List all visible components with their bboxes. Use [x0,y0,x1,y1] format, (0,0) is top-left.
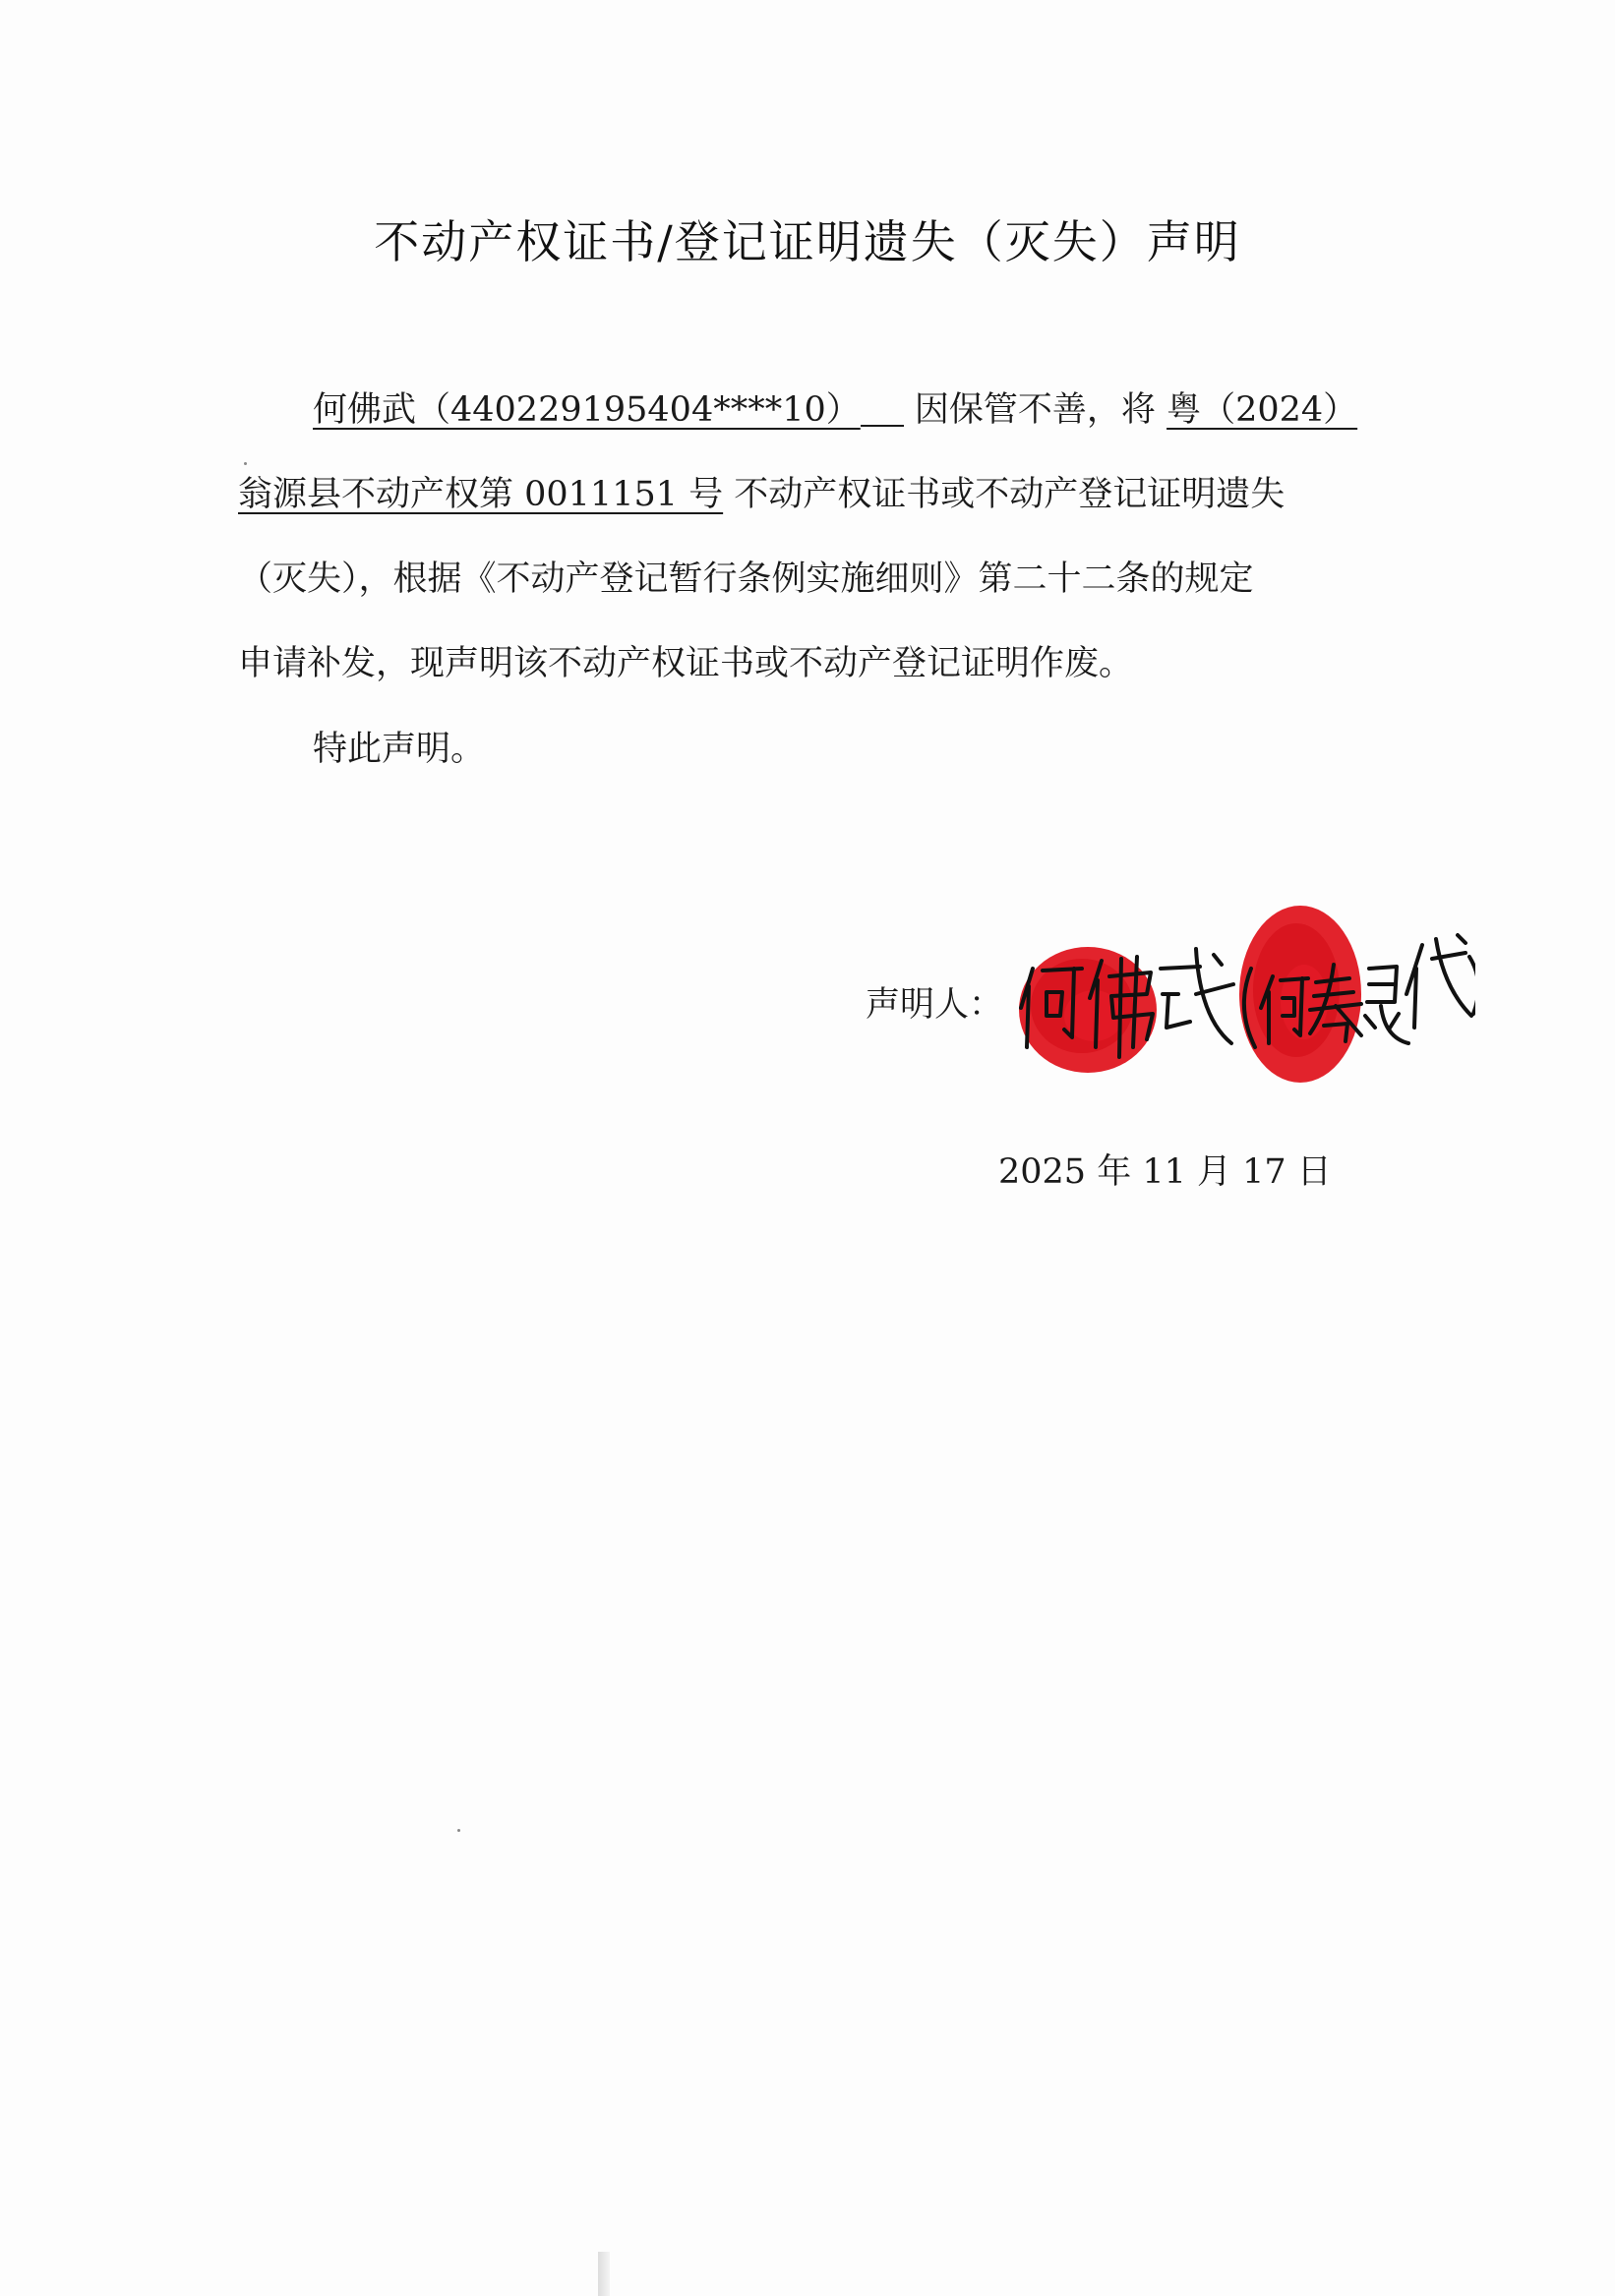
scan-speck [457,1829,460,1832]
declarant-name-id: 何佛武（440229195404****10） [313,390,861,430]
body-line-1 [313,390,1358,430]
body-line-3: （灭失），根据《不动产登记暂行条例实施细则》第二十二条的规定 [238,559,1254,599]
body-line-2 [238,475,1286,514]
closing-statement: 特此声明。 [313,730,486,769]
body-line-4: 申请补发，现声明该不动产权证书或不动产登记证明作废。 [238,644,1134,683]
scan-edge-mark [598,2252,610,2296]
declarant-label: 声明人： [866,985,1004,1025]
underline-pad [861,424,904,427]
declaration-date: 2025 年 11 月 17 日 [998,1152,1332,1192]
certificate-number-part1: 粤（2024） [1166,390,1358,430]
handwritten-signature-with-fingerprints [1003,900,1475,1087]
body-text: 不动产权证书或不动产登记证明遗失 [734,475,1286,514]
certificate-number-part2: 翁源县不动产权第 0011151 号 [238,475,724,514]
body-text-mid: 因保管不善，将 [914,390,1156,430]
document-title: 不动产权证书/登记证明遗失（灭失）声明 [374,215,1241,268]
scan-speck [244,462,247,465]
